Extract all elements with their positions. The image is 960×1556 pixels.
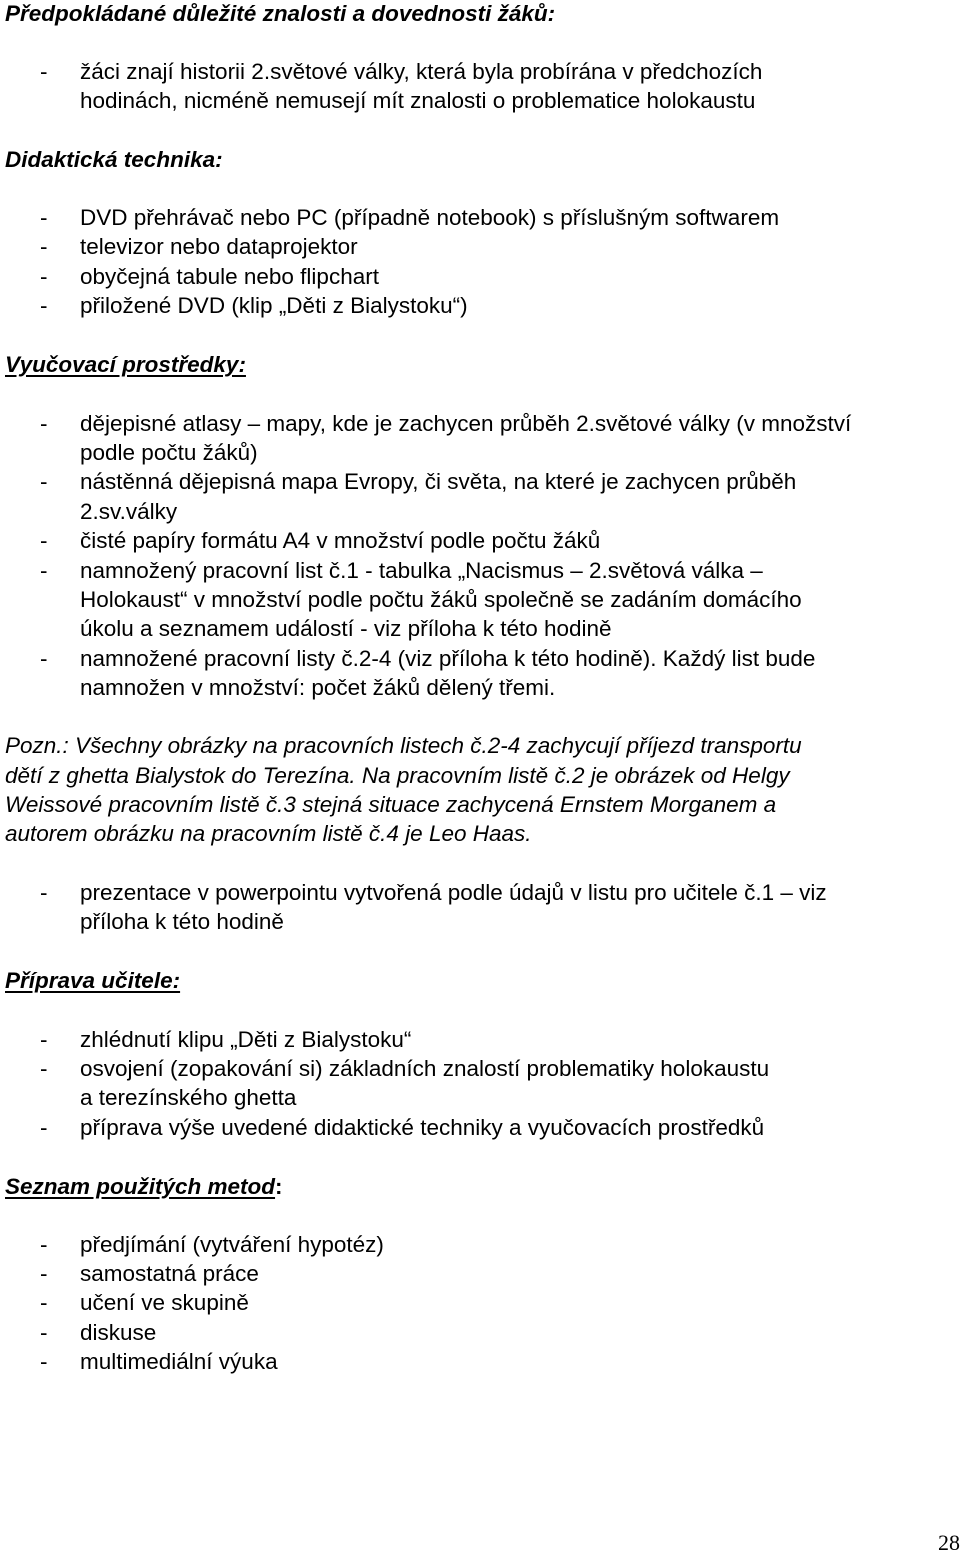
heading-technique: Didaktická technika: <box>5 147 223 172</box>
note-line: Weissové pracovním listě č.3 stejná situace zachycená Ernstem Morganem a <box>5 792 777 817</box>
bullet-dash: - <box>40 411 48 436</box>
list-item-line: samostatná práce <box>80 1261 259 1286</box>
bullet-dash: - <box>40 1261 48 1286</box>
heading-methods: Seznam použitých metod <box>5 1174 276 1199</box>
bullet-dash: - <box>40 1056 48 1081</box>
list-item-line: televizor nebo dataprojektor <box>80 234 358 259</box>
list-item-line: učení ve skupině <box>80 1290 249 1315</box>
bullet-dash: - <box>40 264 48 289</box>
bullet-dash: - <box>40 880 48 905</box>
bullet-dash: - <box>40 1349 48 1374</box>
list-item-line: a terezínského ghetta <box>80 1085 297 1110</box>
heading-methods-wrap <box>5 1172 283 1202</box>
list-item-line: dějepisné atlasy – mapy, kde je zachycen průběh 2.světové války (v množství <box>80 411 852 436</box>
bullet-dash: - <box>40 205 48 230</box>
bullet-dash: - <box>40 293 48 318</box>
note-line: dětí z ghetta Bialystok do Terezína. Na pracovním listě č.2 je obrázek od Helgy <box>5 763 790 788</box>
list-item-line: diskuse <box>80 1320 157 1345</box>
list-item-line: obyčejná tabule nebo flipchart <box>80 264 379 289</box>
bullet-dash: - <box>40 234 48 259</box>
bullet-dash: - <box>40 1232 48 1257</box>
list-item-line: přiložené DVD (klip „Děti z Bialystoku“) <box>80 293 468 318</box>
bullet-dash: - <box>40 1027 48 1052</box>
heading-methods-colon: : <box>275 1174 283 1199</box>
list-item-line: hodinách, nicméně nemusejí mít znalosti o problematice holokaustu <box>80 88 756 113</box>
list-item-line: čisté papíry formátu A4 v množství podle počtu žáků <box>80 528 601 553</box>
bullet-dash: - <box>40 59 48 84</box>
list-item-line: nástěnná dějepisná mapa Evropy, či světa, na které je zachycen průběh <box>80 469 797 494</box>
list-item-line: osvojení (zopakování si) základních znalostí problematiky holokaustu <box>80 1056 770 1081</box>
bullet-dash: - <box>40 1320 48 1345</box>
heading-preparation: Příprava učitele: <box>5 968 181 993</box>
bullet-dash: - <box>40 1115 48 1140</box>
list-item-line: žáci znají historii 2.světové války, která byla probírána v předchozích <box>80 59 763 84</box>
list-item-line: Holokaust“ v množství podle počtu žáků společně se zadáním domácího <box>80 587 802 612</box>
list-item-line: multimediální výuka <box>80 1349 278 1374</box>
bullet-dash: - <box>40 646 48 671</box>
bullet-dash: - <box>40 1290 48 1315</box>
page-number: 28 <box>938 1530 960 1555</box>
bullet-dash: - <box>40 469 48 494</box>
bullet-dash: - <box>40 558 48 583</box>
heading-knowledge: Předpokládané důležité znalosti a dovednosti žáků: <box>5 1 556 26</box>
list-item-line: předjímání (vytváření hypotéz) <box>80 1232 384 1257</box>
bullet-dash: - <box>40 528 48 553</box>
list-item-line: podle počtu žáků) <box>80 440 258 465</box>
list-item-line: zhlédnutí klipu „Děti z Bialystoku“ <box>80 1027 412 1052</box>
note-line: Pozn.: Všechny obrázky na pracovních listech č.2-4 zachycují příjezd transportu <box>5 733 802 758</box>
note-line: autorem obrázku na pracovním listě č.4 je Leo Haas. <box>5 821 532 846</box>
list-item-line: 2.sv.války <box>80 499 178 524</box>
list-item-line: namnožený pracovní list č.1 - tabulka „Nacismus – 2.světová válka – <box>80 558 763 583</box>
heading-resources: Vyučovací prostředky: <box>5 352 246 377</box>
list-item-line: prezentace v powerpointu vytvořená podle údajů v listu pro učitele č.1 – viz <box>80 880 827 905</box>
list-item-line: úkolu a seznamem událostí - viz příloha k této hodině <box>80 616 612 641</box>
list-item-line: příprava výše uvedené didaktické techniky a vyučovacích prostředků <box>80 1115 765 1140</box>
list-item-line: příloha k této hodině <box>80 909 284 934</box>
list-item-line: DVD přehrávač nebo PC (případně notebook) s příslušným softwarem <box>80 205 780 230</box>
list-item-line: namnožen v množství: počet žáků dělený třemi. <box>80 675 556 700</box>
list-item-line: namnožené pracovní listy č.2-4 (viz příloha k této hodině). Každý list bude <box>80 646 816 671</box>
